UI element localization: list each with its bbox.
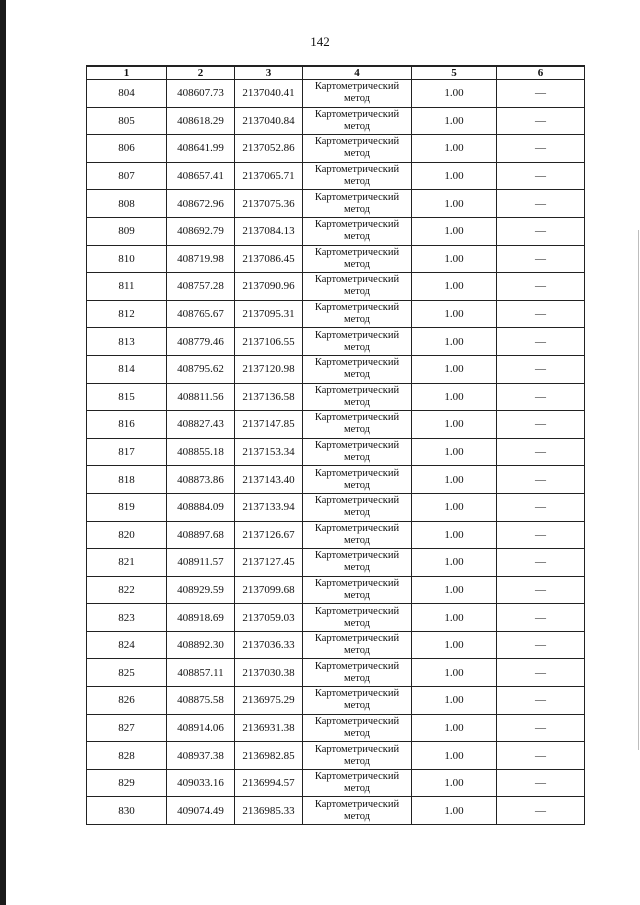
- method-line-2: метод: [343, 479, 371, 491]
- method-line-2: метод: [343, 452, 371, 464]
- y-coordinate-cell: 2137153.34: [235, 438, 303, 466]
- table-row: [87, 383, 585, 411]
- note-cell: —: [497, 604, 585, 632]
- accuracy-cell: 1.00: [412, 162, 497, 190]
- accuracy-cell: 1.00: [412, 549, 497, 577]
- y-coordinate-cell: 2137036.33: [235, 631, 303, 659]
- point-number-cell: 828: [87, 742, 167, 770]
- note-cell: —: [497, 549, 585, 577]
- method-cell: [303, 438, 412, 466]
- note-cell: —: [497, 466, 585, 494]
- method-cell: [303, 604, 412, 632]
- method-line-2: метод: [343, 93, 371, 105]
- y-coordinate-cell: 2137065.71: [235, 162, 303, 190]
- method-line-2: метод: [343, 617, 371, 629]
- x-coordinate-cell: 408765.67: [167, 300, 235, 328]
- table-row: [87, 493, 585, 521]
- note-cell: —: [497, 576, 585, 604]
- point-number-cell: 826: [87, 687, 167, 715]
- point-number-cell: 820: [87, 521, 167, 549]
- y-coordinate-cell: 2137136.58: [235, 383, 303, 411]
- method-cell: [303, 355, 412, 383]
- method-cell: [303, 797, 412, 825]
- col-header-y: 3: [235, 66, 303, 80]
- method-cell: [303, 576, 412, 604]
- y-coordinate-cell: 2137106.55: [235, 328, 303, 356]
- method-line-2: метод: [343, 810, 371, 822]
- x-coordinate-cell: 408827.43: [167, 411, 235, 439]
- accuracy-cell: 1.00: [412, 411, 497, 439]
- method-line-1: Картометрический: [314, 81, 400, 93]
- method-cell: [303, 631, 412, 659]
- y-coordinate-cell: 2137052.86: [235, 135, 303, 163]
- x-coordinate-cell: 408897.68: [167, 521, 235, 549]
- accuracy-cell: 1.00: [412, 659, 497, 687]
- note-cell: —: [497, 797, 585, 825]
- accuracy-cell: 1.00: [412, 521, 497, 549]
- table-row: [87, 769, 585, 797]
- method-line-2: метод: [343, 507, 371, 519]
- method-line-1: Картометрический: [314, 550, 400, 562]
- x-coordinate-cell: 408641.99: [167, 135, 235, 163]
- x-coordinate-cell: 408811.56: [167, 383, 235, 411]
- accuracy-cell: 1.00: [412, 438, 497, 466]
- point-number-cell: 827: [87, 714, 167, 742]
- x-coordinate-cell: 408779.46: [167, 328, 235, 356]
- note-cell: —: [497, 190, 585, 218]
- x-coordinate-cell: 408795.62: [167, 355, 235, 383]
- method-cell: [303, 80, 412, 108]
- point-number-cell: 807: [87, 162, 167, 190]
- method-cell: [303, 742, 412, 770]
- y-coordinate-cell: 2137143.40: [235, 466, 303, 494]
- y-coordinate-cell: 2137126.67: [235, 521, 303, 549]
- method-line-1: Картометрический: [314, 633, 400, 645]
- table-row: [87, 245, 585, 273]
- x-coordinate-cell: 408618.29: [167, 107, 235, 135]
- table-row: [87, 549, 585, 577]
- point-number-cell: 817: [87, 438, 167, 466]
- col-header-method: 4: [303, 66, 412, 80]
- method-line-1: Картометрический: [314, 384, 400, 396]
- y-coordinate-cell: 2137127.45: [235, 549, 303, 577]
- note-cell: —: [497, 245, 585, 273]
- method-line-2: метод: [343, 341, 371, 353]
- method-line-2: метод: [343, 534, 371, 546]
- x-coordinate-cell: 409033.16: [167, 769, 235, 797]
- point-number-cell: 815: [87, 383, 167, 411]
- y-coordinate-cell: 2137075.36: [235, 190, 303, 218]
- note-cell: —: [497, 659, 585, 687]
- col-header-number: 1: [87, 66, 167, 80]
- method-line-2: метод: [343, 589, 371, 601]
- method-line-1: Картометрический: [314, 274, 400, 286]
- x-coordinate-cell: 409074.49: [167, 797, 235, 825]
- accuracy-cell: 1.00: [412, 355, 497, 383]
- method-line-1: Картометрический: [314, 164, 400, 176]
- accuracy-cell: 1.00: [412, 604, 497, 632]
- col-header-note: 6: [497, 66, 585, 80]
- method-cell: [303, 190, 412, 218]
- accuracy-cell: 1.00: [412, 217, 497, 245]
- point-number-cell: 822: [87, 576, 167, 604]
- accuracy-cell: 1.00: [412, 300, 497, 328]
- y-coordinate-cell: 2137040.84: [235, 107, 303, 135]
- x-coordinate-cell: 408918.69: [167, 604, 235, 632]
- point-number-cell: 819: [87, 493, 167, 521]
- method-line-1: Картометрический: [314, 219, 400, 231]
- method-cell: [303, 135, 412, 163]
- method-line-2: метод: [343, 424, 371, 436]
- y-coordinate-cell: 2137090.96: [235, 273, 303, 301]
- x-coordinate-cell: 408937.38: [167, 742, 235, 770]
- y-coordinate-cell: 2136931.38: [235, 714, 303, 742]
- y-coordinate-cell: 2137095.31: [235, 300, 303, 328]
- table-row: [87, 162, 585, 190]
- x-coordinate-cell: 408929.59: [167, 576, 235, 604]
- y-coordinate-cell: 2137120.98: [235, 355, 303, 383]
- table-row: [87, 300, 585, 328]
- table-row: [87, 687, 585, 715]
- accuracy-cell: 1.00: [412, 687, 497, 715]
- note-cell: —: [497, 273, 585, 301]
- scan-edge: [0, 0, 6, 905]
- table-row: [87, 80, 585, 108]
- y-coordinate-cell: 2136985.33: [235, 797, 303, 825]
- point-number-cell: 812: [87, 300, 167, 328]
- note-cell: —: [497, 493, 585, 521]
- method-line-1: Картометрический: [314, 798, 400, 810]
- note-cell: —: [497, 714, 585, 742]
- method-line-1: Картометрический: [314, 771, 400, 783]
- method-line-2: метод: [343, 369, 371, 381]
- point-number-cell: 811: [87, 273, 167, 301]
- method-line-1: Картометрический: [314, 660, 400, 672]
- method-line-2: метод: [343, 727, 371, 739]
- note-cell: —: [497, 355, 585, 383]
- method-line-1: Картометрический: [314, 495, 400, 507]
- x-coordinate-cell: 408855.18: [167, 438, 235, 466]
- method-cell: [303, 217, 412, 245]
- method-cell: [303, 383, 412, 411]
- x-coordinate-cell: 408757.28: [167, 273, 235, 301]
- y-coordinate-cell: 2137099.68: [235, 576, 303, 604]
- method-cell: [303, 659, 412, 687]
- note-cell: —: [497, 107, 585, 135]
- x-coordinate-cell: 408911.57: [167, 549, 235, 577]
- accuracy-cell: 1.00: [412, 273, 497, 301]
- table-row: [87, 355, 585, 383]
- coordinates-table: [86, 65, 585, 825]
- method-cell: [303, 107, 412, 135]
- table-row: [87, 107, 585, 135]
- table-row: [87, 631, 585, 659]
- note-cell: —: [497, 438, 585, 466]
- method-line-1: Картометрический: [314, 136, 400, 148]
- y-coordinate-cell: 2137084.13: [235, 217, 303, 245]
- note-cell: —: [497, 521, 585, 549]
- method-cell: [303, 466, 412, 494]
- point-number-cell: 824: [87, 631, 167, 659]
- table-row: [87, 576, 585, 604]
- point-number-cell: 829: [87, 769, 167, 797]
- accuracy-cell: 1.00: [412, 328, 497, 356]
- method-line-1: Картометрический: [314, 357, 400, 369]
- method-line-1: Картометрический: [314, 522, 400, 534]
- x-coordinate-cell: 408914.06: [167, 714, 235, 742]
- method-cell: [303, 687, 412, 715]
- table-body: [87, 80, 585, 825]
- method-line-1: Картометрический: [314, 577, 400, 589]
- point-number-cell: 805: [87, 107, 167, 135]
- method-line-2: метод: [343, 120, 371, 132]
- table-row: [87, 190, 585, 218]
- method-line-2: метод: [343, 700, 371, 712]
- x-coordinate-cell: 408657.41: [167, 162, 235, 190]
- method-line-1: Картометрический: [314, 108, 400, 120]
- table-row: [87, 217, 585, 245]
- accuracy-cell: 1.00: [412, 135, 497, 163]
- table-row: [87, 797, 585, 825]
- point-number-cell: 830: [87, 797, 167, 825]
- point-number-cell: 816: [87, 411, 167, 439]
- method-line-1: Картометрический: [314, 440, 400, 452]
- y-coordinate-cell: 2137147.85: [235, 411, 303, 439]
- note-cell: —: [497, 80, 585, 108]
- accuracy-cell: 1.00: [412, 107, 497, 135]
- col-header-x: 2: [167, 66, 235, 80]
- y-coordinate-cell: 2136994.57: [235, 769, 303, 797]
- y-coordinate-cell: 2136975.29: [235, 687, 303, 715]
- point-number-cell: 808: [87, 190, 167, 218]
- method-line-2: метод: [343, 314, 371, 326]
- table-row: [87, 411, 585, 439]
- point-number-cell: 821: [87, 549, 167, 577]
- table-row: [87, 604, 585, 632]
- method-line-2: метод: [343, 562, 371, 574]
- y-coordinate-cell: 2137086.45: [235, 245, 303, 273]
- table-row: [87, 328, 585, 356]
- accuracy-cell: 1.00: [412, 769, 497, 797]
- method-cell: [303, 521, 412, 549]
- accuracy-cell: 1.00: [412, 797, 497, 825]
- method-cell: [303, 328, 412, 356]
- note-cell: —: [497, 135, 585, 163]
- x-coordinate-cell: 408692.79: [167, 217, 235, 245]
- table-row: [87, 659, 585, 687]
- x-coordinate-cell: 408875.58: [167, 687, 235, 715]
- note-cell: —: [497, 217, 585, 245]
- x-coordinate-cell: 408607.73: [167, 80, 235, 108]
- accuracy-cell: 1.00: [412, 742, 497, 770]
- y-coordinate-cell: 2137040.41: [235, 80, 303, 108]
- table-row: [87, 742, 585, 770]
- point-number-cell: 814: [87, 355, 167, 383]
- method-cell: [303, 769, 412, 797]
- point-number-cell: 804: [87, 80, 167, 108]
- method-line-2: метод: [343, 203, 371, 215]
- method-line-1: Картометрический: [314, 743, 400, 755]
- x-coordinate-cell: 408719.98: [167, 245, 235, 273]
- method-line-1: Картометрический: [314, 191, 400, 203]
- note-cell: —: [497, 631, 585, 659]
- table-row: [87, 521, 585, 549]
- method-line-2: метод: [343, 396, 371, 408]
- accuracy-cell: 1.00: [412, 714, 497, 742]
- method-line-2: метод: [343, 176, 371, 188]
- y-coordinate-cell: 2137059.03: [235, 604, 303, 632]
- method-cell: [303, 245, 412, 273]
- note-cell: —: [497, 742, 585, 770]
- method-line-1: Картометрический: [314, 605, 400, 617]
- method-cell: [303, 162, 412, 190]
- accuracy-cell: 1.00: [412, 631, 497, 659]
- note-cell: —: [497, 300, 585, 328]
- table-row: [87, 466, 585, 494]
- page-number: 142: [310, 34, 330, 49]
- table-row: [87, 714, 585, 742]
- method-line-2: метод: [343, 258, 371, 270]
- x-coordinate-cell: 408873.86: [167, 466, 235, 494]
- scan-edge-right: [638, 230, 639, 750]
- method-line-2: метод: [343, 148, 371, 160]
- point-number-cell: 825: [87, 659, 167, 687]
- method-cell: [303, 273, 412, 301]
- accuracy-cell: 1.00: [412, 80, 497, 108]
- note-cell: —: [497, 328, 585, 356]
- accuracy-cell: 1.00: [412, 493, 497, 521]
- y-coordinate-cell: 2137030.38: [235, 659, 303, 687]
- method-line-2: метод: [343, 286, 371, 298]
- accuracy-cell: 1.00: [412, 466, 497, 494]
- table-row: [87, 273, 585, 301]
- point-number-cell: 810: [87, 245, 167, 273]
- x-coordinate-cell: 408857.11: [167, 659, 235, 687]
- x-coordinate-cell: 408672.96: [167, 190, 235, 218]
- note-cell: —: [497, 162, 585, 190]
- method-line-2: метод: [343, 231, 371, 243]
- method-line-1: Картометрический: [314, 688, 400, 700]
- note-cell: —: [497, 769, 585, 797]
- x-coordinate-cell: 408884.09: [167, 493, 235, 521]
- table-row: [87, 438, 585, 466]
- method-cell: [303, 493, 412, 521]
- method-line-1: Картометрический: [314, 329, 400, 341]
- point-number-cell: 818: [87, 466, 167, 494]
- y-coordinate-cell: 2136982.85: [235, 742, 303, 770]
- x-coordinate-cell: 408892.30: [167, 631, 235, 659]
- note-cell: —: [497, 687, 585, 715]
- note-cell: —: [497, 383, 585, 411]
- method-line-1: Картометрический: [314, 302, 400, 314]
- point-number-cell: 813: [87, 328, 167, 356]
- method-cell: [303, 411, 412, 439]
- method-line-2: метод: [343, 672, 371, 684]
- method-cell: [303, 714, 412, 742]
- method-line-1: Картометрический: [314, 412, 400, 424]
- y-coordinate-cell: 2137133.94: [235, 493, 303, 521]
- method-line-2: метод: [343, 783, 371, 795]
- method-line-2: метод: [343, 755, 371, 767]
- accuracy-cell: 1.00: [412, 190, 497, 218]
- method-line-1: Картометрический: [314, 246, 400, 258]
- point-number-cell: 823: [87, 604, 167, 632]
- point-number-cell: 809: [87, 217, 167, 245]
- method-cell: [303, 300, 412, 328]
- table-header-row: [87, 66, 585, 80]
- method-line-2: метод: [343, 645, 371, 657]
- method-line-1: Картометрический: [314, 467, 400, 479]
- note-cell: —: [497, 411, 585, 439]
- accuracy-cell: 1.00: [412, 245, 497, 273]
- method-line-1: Картометрический: [314, 715, 400, 727]
- table-row: [87, 135, 585, 163]
- point-number-cell: 806: [87, 135, 167, 163]
- accuracy-cell: 1.00: [412, 576, 497, 604]
- method-cell: [303, 549, 412, 577]
- accuracy-cell: 1.00: [412, 383, 497, 411]
- col-header-accuracy: 5: [412, 66, 497, 80]
